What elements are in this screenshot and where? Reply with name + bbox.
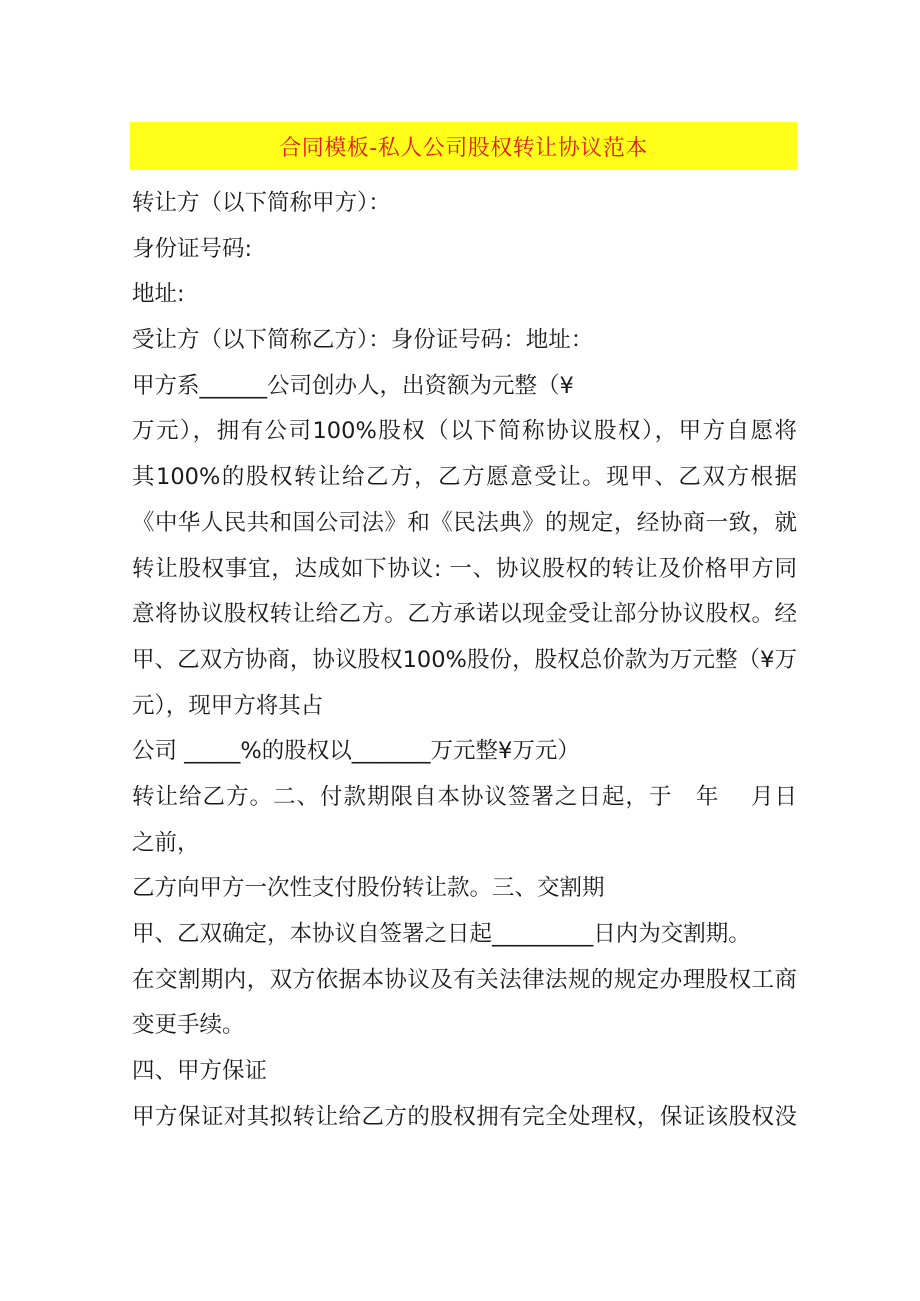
body-line: 《中华人民共和国公司法》和《民法典》的规定，经协商一致，就 [132, 509, 797, 536]
body-line: 元），现甲方将其占 [132, 692, 324, 719]
body-line: 甲、乙双方协商，协议股权100%股份，股权总价款为万元整（¥万 [132, 646, 797, 673]
body-line: 甲、乙双确定，本协议自签署之日起_________日内为交割期。 [132, 921, 751, 947]
body-line: 之前， [132, 829, 200, 856]
body-line: 公司 _____%的股权以_______万元整¥万元） [132, 738, 580, 765]
body-line: 乙方向甲方一次性支付股份转让款。三、交割期 [132, 875, 605, 902]
body-line: 在交割期内，双方依据本协议及有关法律法规的规定办理股权工商 [132, 966, 797, 993]
body-line: 地址: [132, 281, 185, 308]
body-line: 万元），拥有公司100%股权（以下简称协议股权），甲方自愿将 [132, 418, 797, 445]
document-body [132, 181, 797, 1140]
body-line: 其100%的股权转让给乙方，乙方愿意受让。现甲、乙双方根据 [132, 464, 797, 491]
body-line: 转让方（以下简称甲方）： [132, 190, 391, 216]
body-line: 甲方保证对其拟转让给乙方的股权拥有完全处理权，保证该股权没 [132, 1103, 797, 1130]
body-line: 变更手续。 [132, 1012, 245, 1039]
document-title: 合同模板-私人公司股权转让协议范本 [279, 135, 648, 161]
body-line: 四、甲方保证 [132, 1058, 268, 1085]
body-line: 转让股权事宜，达成如下协议: 一、协议股权的转让及价格甲方同 [132, 555, 797, 582]
body-line: 甲方系______公司创办人，出资额为元整（¥ [132, 372, 574, 399]
body-line: 受让方（以下简称乙方）：身份证号码：地址： [132, 327, 594, 354]
body-line: 转让给乙方。二、付款期限自本协议签署之日起，于 年 月日 [132, 783, 797, 810]
body-line: 意将协议股权转让给乙方。乙方承诺以现金受让部分协议股权。经 [132, 601, 797, 628]
title-banner [130, 122, 797, 170]
body-line: 身份证号码: [132, 235, 253, 262]
